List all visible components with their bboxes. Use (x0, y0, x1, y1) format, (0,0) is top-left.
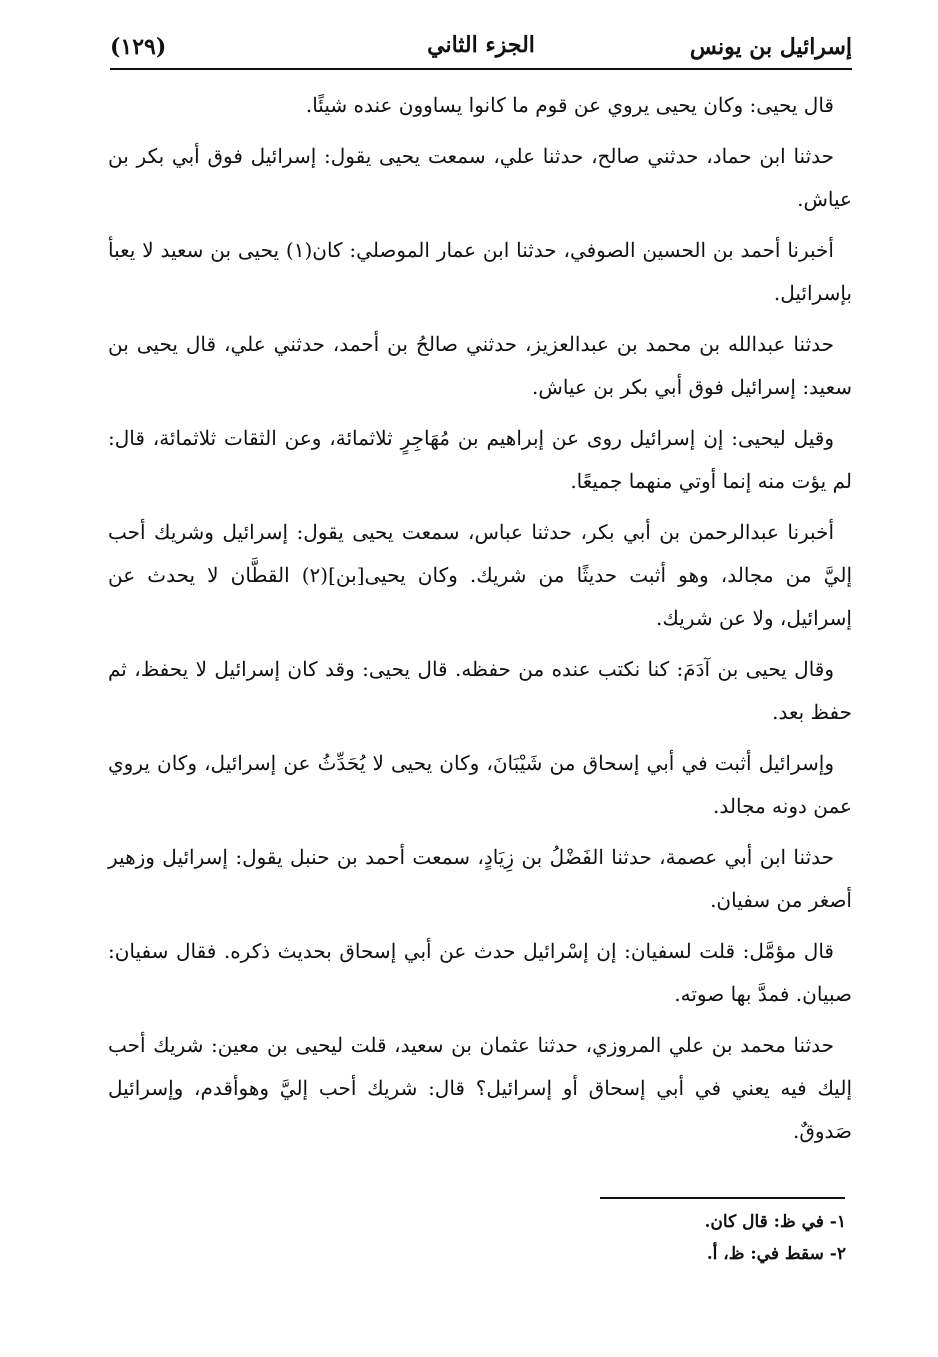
footnote-rule (600, 1197, 845, 1199)
footnote: ١- في ظ: قال كان. (704, 1212, 846, 1232)
volume-title: الجزء الثاني (427, 32, 535, 58)
footnotes (446, 1206, 846, 1270)
paragraph: حدثنا ابن أبي عصمة، حدثنا الفَضْلُ بن زِيَادٍ، سمعت أحمد بن حنبل يقول: إسرائيل وزهير أصغر من سفيان. (108, 845, 852, 912)
page-number: (١٢٩) (110, 34, 167, 60)
paragraph: حدثنا محمد بن علي المروزي، حدثنا عثمان بن سعيد، قلت ليحيى بن معين: شريك أحب إليك فيه يعني في أبي إسحاق أو إسرائيل؟ قال: شريك أحب إليَّ وهوأقدم، وإسرائيل صَدوقٌ. (108, 1033, 852, 1143)
paragraph: أخبرنا أحمد بن الحسين الصوفي، حدثنا ابن عمار الموصلي: كان(١) يحيى بن سعيد لا يعبأ بإسرائيل. (108, 238, 852, 305)
main-text (108, 84, 852, 1161)
header-rule (110, 68, 852, 70)
paragraph: حدثنا ابن حماد، حدثني صالح، حدثنا علي، سمعت يحيى يقول: إسرائيل فوق أبي بكر بن عياش. (108, 144, 852, 211)
paragraph: وقال يحيى بن آدَمَ: كنا نكتب عنده من حفظه. قال يحيى: وقد كان إسرائيل لا يحفظ، ثم حفظ بعد. (108, 657, 852, 724)
paragraph: أخبرنا عبدالرحمن بن أبي بكر، حدثنا عباس، سمعت يحيى يقول: إسرائيل وشريك أحب إليَّ من مجالد، وهو أثبت حديثًا من شريك. وكان يحيى[بن](٢) القطَّان لا يحدث عن إسرائيل، ولا عن شريك. (108, 520, 852, 630)
paragraph: قال يحيى: وكان يحيى يروي عن قوم ما كانوا يساوون عنده شيئًا. (305, 93, 834, 117)
paragraph: قال مؤمَّل: قلت لسفيان: إن إسْرائيل حدث عن أبي إسحاق بحديث ذكره. فقال سفيان: صبيان. فمدَّ بها صوته. (108, 939, 852, 1006)
paragraph: حدثنا عبدالله بن محمد بن عبدالعزيز، حدثني صالحُ بن أحمد، حدثني علي، قال يحيى بن سعيد: إسرائيل فوق أبي بكر بن عياش. (108, 332, 852, 399)
paragraph: وإسرائيل أثبت في أبي إسحاق من شَيْبَانَ، وكان يحيى لا يُحَدِّثُ عن إسرائيل، وكان يروي عمن دونه مجالد. (108, 751, 852, 818)
running-title: إسرائيل بن يونس (689, 34, 852, 60)
page-header (110, 28, 852, 68)
paragraph: وقيل ليحيى: إن إسرائيل روى عن إبراهيم بن مُهَاجِرٍ ثلاثمائة، وعن الثقات ثلاثمائة، قال: لم يؤت منه إنما أوتي منهما جميعًا. (108, 426, 852, 493)
footnote: ٢- سقط في: ظ، أ. (706, 1244, 846, 1264)
